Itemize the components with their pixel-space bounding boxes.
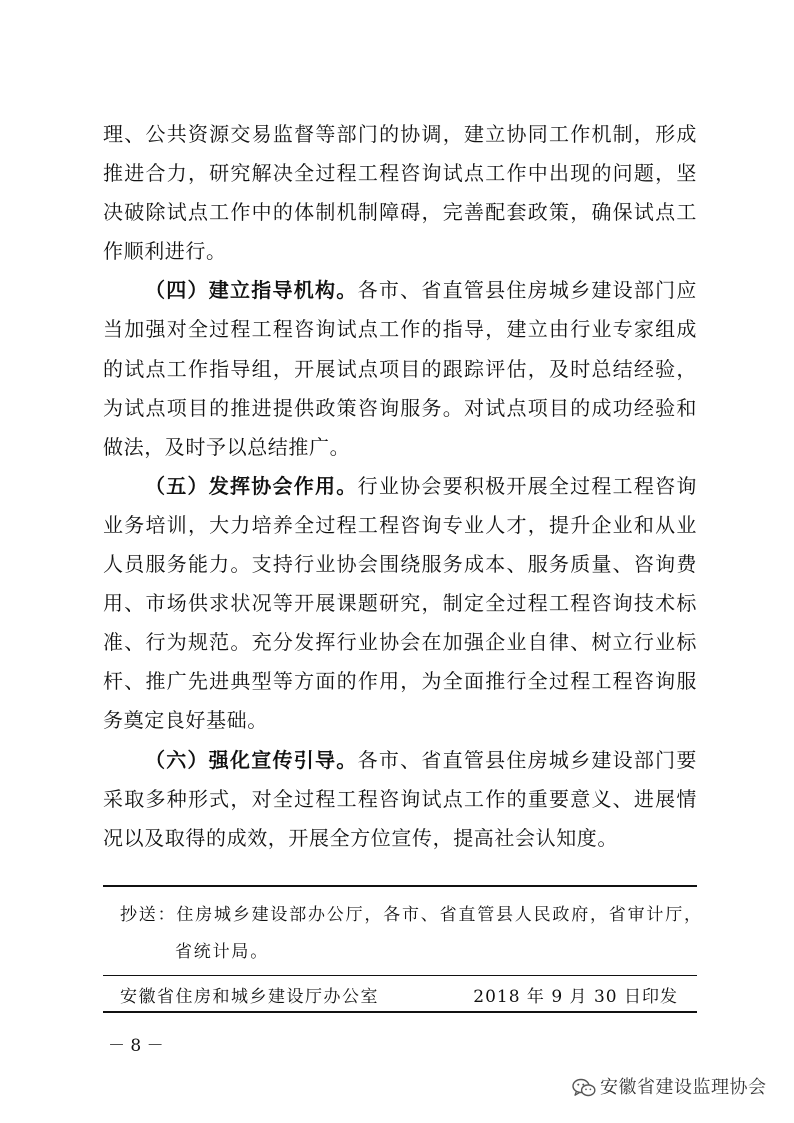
section-five-heading: （五）发挥协会作用。 <box>145 473 358 498</box>
section-four-first-line <box>103 271 697 310</box>
body-line-text: 行业协会要积极开展全过程工程咨询 <box>357 473 697 498</box>
body-line: 用、市场供求状况等开展课题研究，制定全过程工程咨询技术标 <box>103 591 697 616</box>
footer-middle-rule <box>103 975 697 976</box>
body-line-text: 各市、省直管县住房城乡建设部门要 <box>357 747 697 772</box>
section-five-first-line <box>103 467 697 506</box>
page-number: － 8 － <box>108 1036 164 1056</box>
document-body <box>103 115 697 858</box>
body-line: 决破除试点工作中的体制机制障碍，完善配套政策，确保试点工 <box>103 200 697 225</box>
body-line-text: 各市、省直管县住房城乡建设部门应 <box>357 278 697 303</box>
distribution-recipients: 住房城乡建设部办公厅，各市、省直管县人民政府，省审计厅， <box>176 905 703 925</box>
body-line: 人员服务能力。支持行业协会围绕服务成本、服务质量、咨询费 <box>103 552 697 577</box>
footer-top-rule <box>103 885 697 887</box>
issuing-office: 安徽省住房和城乡建设厅办公室 <box>120 987 379 1007</box>
distribution-line <box>120 903 703 927</box>
wechat-icon <box>572 1078 596 1098</box>
body-line: 况以及取得的成效，开展全方位宣传，提高社会认知度。 <box>103 825 618 850</box>
section-four-heading: （四）建立指导机构。 <box>145 278 358 303</box>
footer-bottom-rule <box>103 1011 697 1013</box>
watermark <box>572 1076 767 1100</box>
distribution-recipients-continued: 省统计局。 <box>175 942 269 962</box>
body-line: 做法，及时予以总结推广。 <box>103 434 351 459</box>
body-line: 准、行为规范。充分发挥行业协会在加强企业自律、树立行业标 <box>103 630 697 655</box>
body-line: 杆、推广先进典型等方面的作用，为全面推行全过程工程咨询服 <box>103 669 697 694</box>
body-line: 作顺利进行。 <box>103 239 227 264</box>
body-line: 采取多种形式，对全过程工程咨询试点工作的重要意义、进展情 <box>103 786 697 811</box>
body-line: 的试点工作指导组，开展试点项目的跟踪评估，及时总结经验， <box>103 356 697 381</box>
section-six-heading: （六）强化宣传引导。 <box>145 747 358 772</box>
watermark-text: 安徽省建设监理协会 <box>600 1077 767 1098</box>
body-line: 务奠定良好基础。 <box>103 708 268 733</box>
body-line: 当加强对全过程工程咨询试点工作的指导，建立由行业专家组成 <box>103 317 697 342</box>
body-line: 推进合力，研究解决全过程工程咨询试点工作中出现的问题，坚 <box>103 161 697 186</box>
issue-date: 2018 年 9 月 30 日印发 <box>473 987 678 1007</box>
body-line: 为试点项目的推进提供政策咨询服务。对试点项目的成功经验和 <box>103 395 697 420</box>
section-six-first-line <box>103 741 697 780</box>
body-line: 业务培训，大力培养全过程工程咨询专业人才，提升企业和从业 <box>103 512 697 537</box>
distribution-label: 抄送： <box>120 905 177 925</box>
body-line: 理、公共资源交易监督等部门的协调，建立协同工作机制，形成 <box>103 122 697 146</box>
